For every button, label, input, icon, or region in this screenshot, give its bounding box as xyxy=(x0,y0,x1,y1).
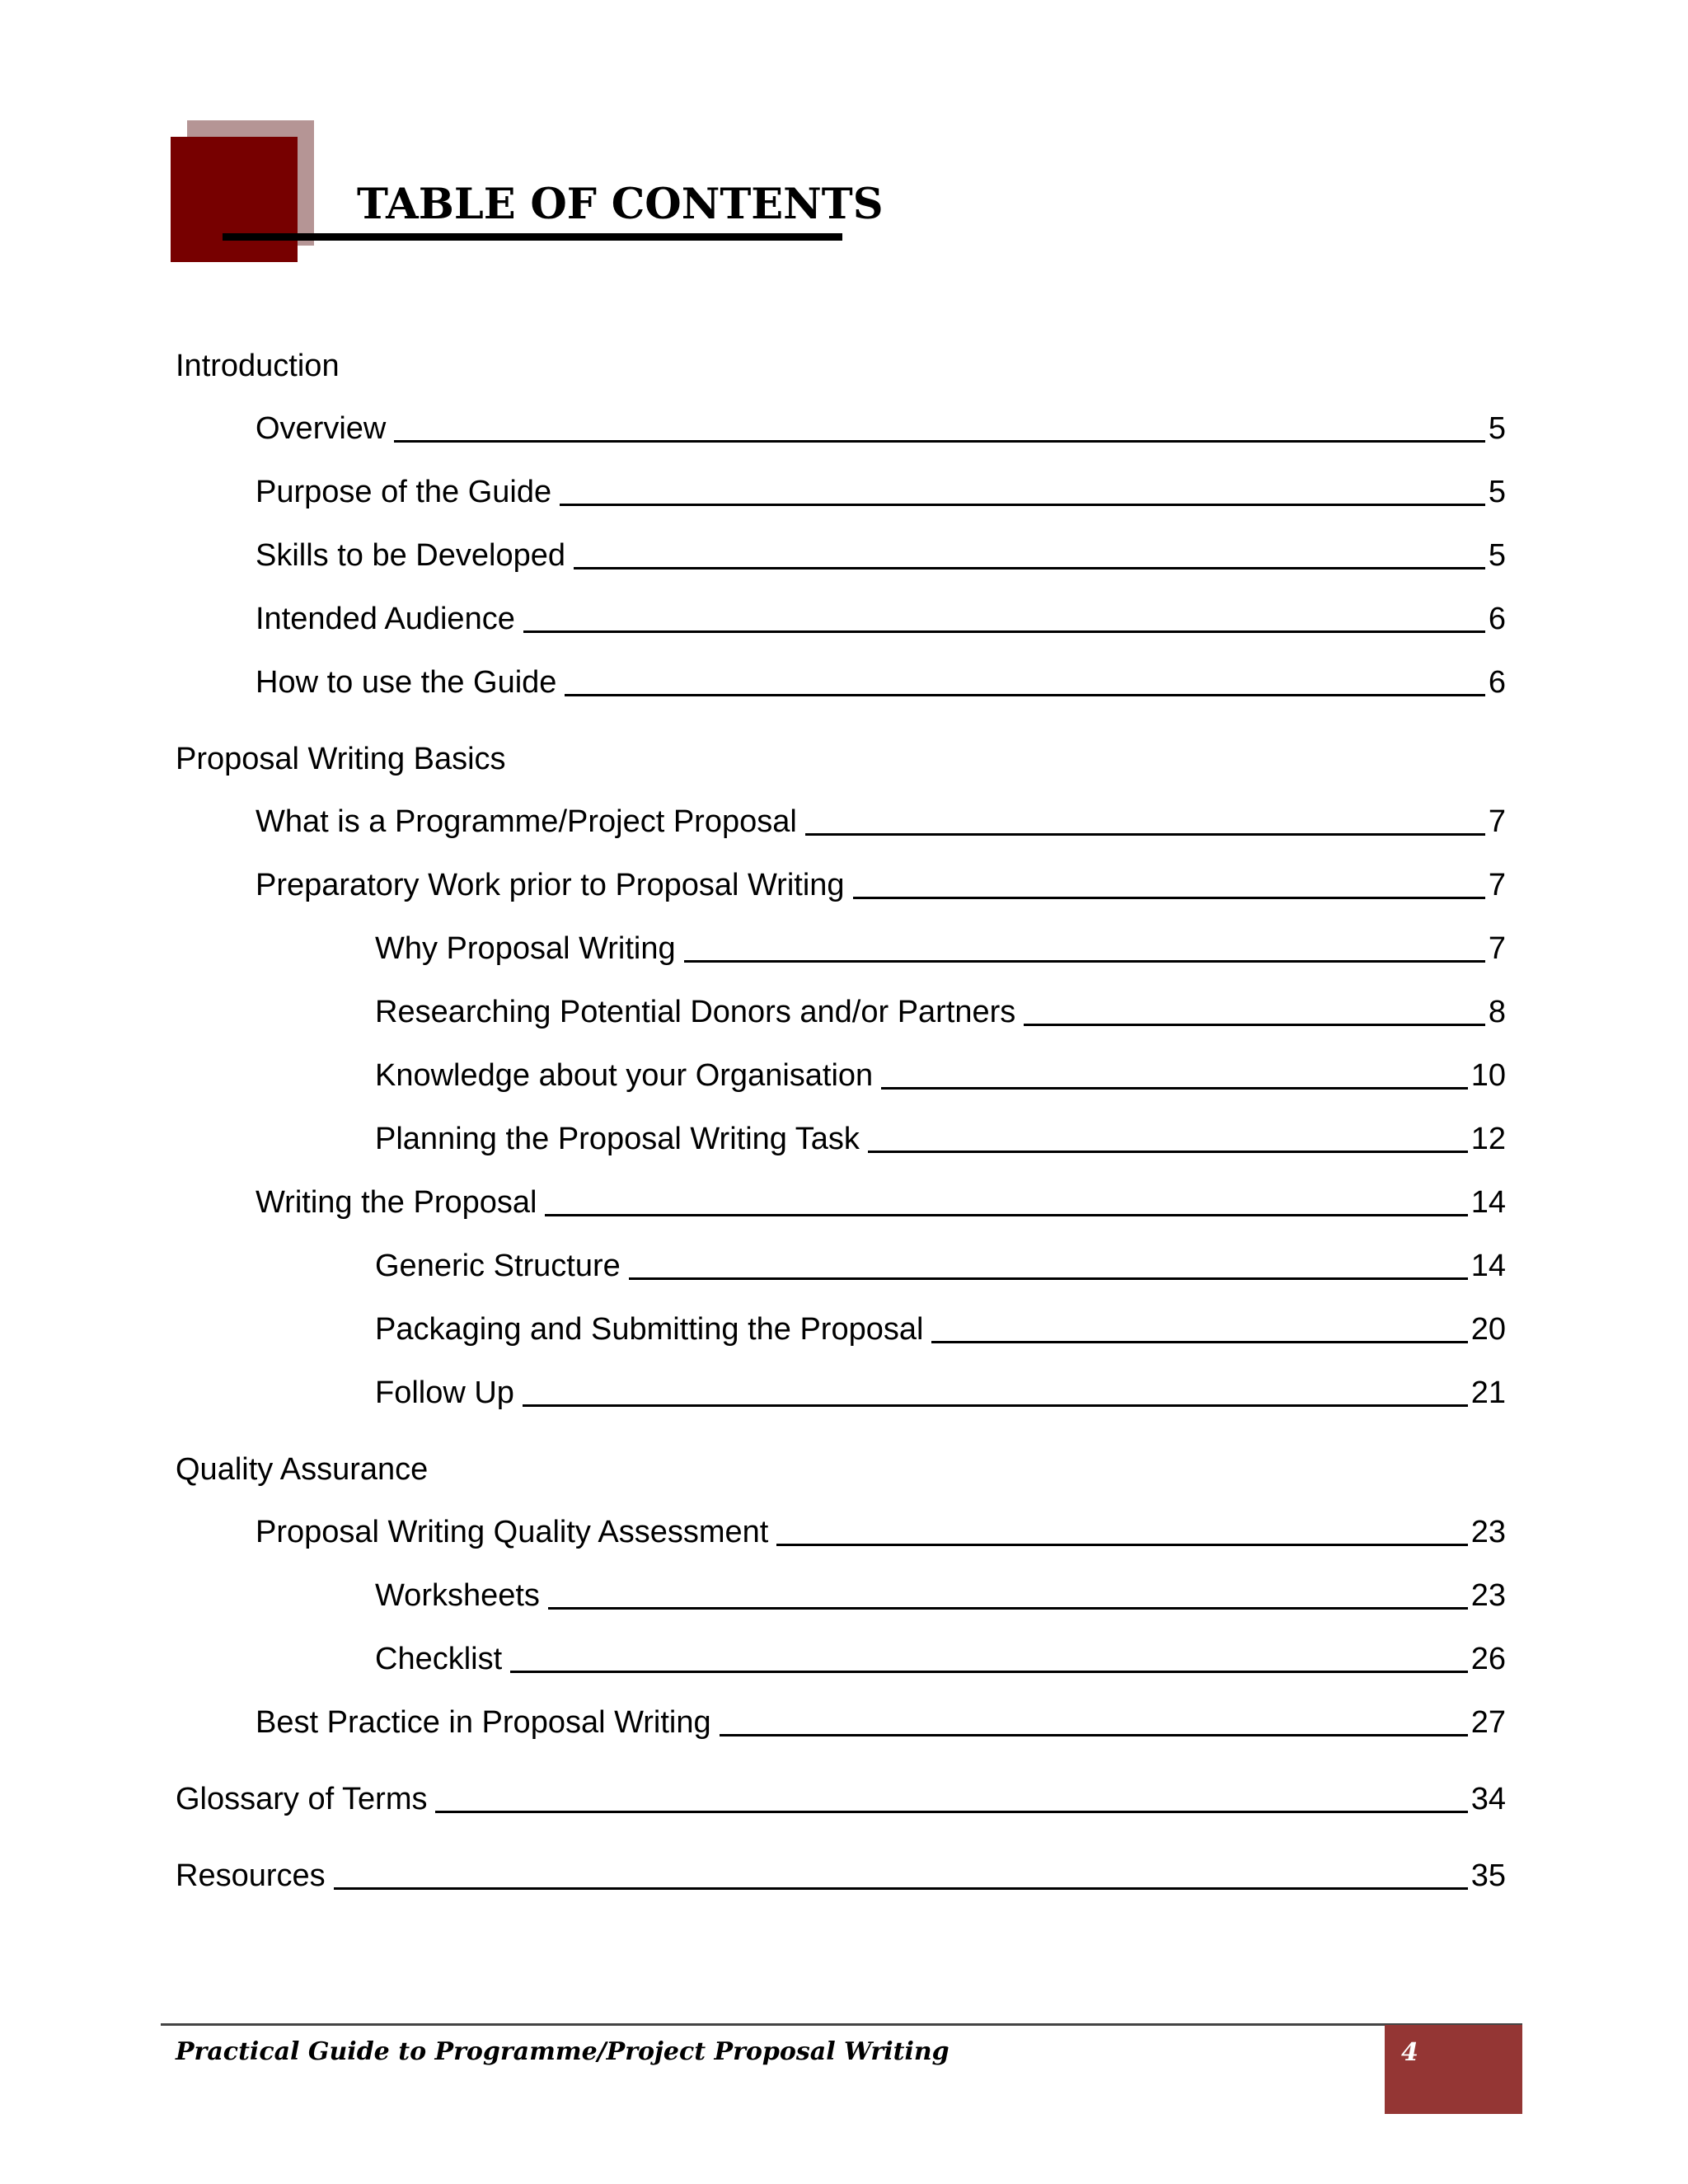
toc-entry-label: Knowledge about your Organisation xyxy=(375,1058,874,1093)
toc-entry[interactable] xyxy=(256,1701,1506,1744)
toc-entry-page: 10 xyxy=(1470,1058,1506,1093)
toc-entry-label: Follow Up xyxy=(375,1376,514,1410)
toc-entry[interactable] xyxy=(375,1244,1506,1287)
toc-entry-label: What is a Programme/Project Proposal xyxy=(256,804,797,839)
toc-entry[interactable] xyxy=(256,661,1506,704)
toc-entry-page: 6 xyxy=(1488,665,1506,700)
toc-leader-line xyxy=(394,439,1484,443)
toc-entry-label: Planning the Proposal Writing Task xyxy=(375,1122,860,1156)
toc-entry-page: 7 xyxy=(1488,804,1506,839)
toc-entry-page: 35 xyxy=(1470,1858,1506,1893)
toc-entry-resources[interactable] xyxy=(176,1854,1506,1897)
toc-entry-page: 26 xyxy=(1470,1642,1506,1676)
footer-divider xyxy=(161,2023,1522,2026)
toc-entry-label: Worksheets xyxy=(375,1578,540,1613)
toc-entry[interactable] xyxy=(256,864,1506,907)
toc-leader-line xyxy=(776,1543,1467,1546)
toc-entry-page: 5 xyxy=(1488,475,1506,509)
toc-entry-page: 34 xyxy=(1470,1782,1506,1816)
toc-entry-label: How to use the Guide xyxy=(256,665,557,700)
toc-entry-label: Resources xyxy=(176,1858,326,1893)
toc-entry-page: 6 xyxy=(1488,602,1506,636)
toc-entry-label: Glossary of Terms xyxy=(176,1782,428,1816)
toc-entry[interactable] xyxy=(256,407,1506,450)
toc-entry-label: Skills to be Developed xyxy=(256,538,565,573)
toc-entry[interactable] xyxy=(256,471,1506,513)
toc-entry-page: 14 xyxy=(1470,1185,1506,1220)
toc-entry-label: Generic Structure xyxy=(375,1249,621,1283)
toc-entry-label: Checklist xyxy=(375,1642,503,1676)
toc-leader-line xyxy=(868,1150,1468,1153)
toc-entry-label: Proposal Writing Quality Assessment xyxy=(256,1515,769,1549)
toc-section-quality-assurance: Quality Assurance xyxy=(176,1452,429,1487)
page-number-box xyxy=(1385,2025,1522,2114)
toc-entry[interactable] xyxy=(256,1181,1506,1224)
toc-leader-line xyxy=(931,1340,1467,1343)
page-number: 4 xyxy=(1401,2038,1418,2067)
toc-section-introduction: Introduction xyxy=(176,349,340,383)
toc-entry-page: 20 xyxy=(1470,1312,1506,1347)
toc-entry[interactable] xyxy=(375,1638,1506,1680)
toc-entry[interactable] xyxy=(375,1118,1506,1160)
toc-entry-label: Why Proposal Writing xyxy=(375,931,676,966)
toc-leader-line xyxy=(1024,1023,1485,1026)
toc-entry[interactable] xyxy=(375,1308,1506,1351)
toc-leader-line xyxy=(523,630,1485,633)
toc-entry-label: Best Practice in Proposal Writing xyxy=(256,1705,711,1740)
toc-entry-glossary[interactable] xyxy=(176,1778,1506,1821)
toc-leader-line xyxy=(881,1086,1468,1090)
toc-leader-line xyxy=(548,1606,1468,1610)
toc-entry-label: Intended Audience xyxy=(256,602,515,636)
toc-entry-page: 5 xyxy=(1488,411,1506,446)
toc-leader-line xyxy=(560,503,1485,506)
toc-entry-page: 23 xyxy=(1470,1515,1506,1549)
toc-leader-line xyxy=(565,693,1484,696)
toc-leader-line xyxy=(574,566,1485,569)
toc-leader-line xyxy=(523,1404,1468,1407)
toc-entry[interactable] xyxy=(256,800,1506,843)
toc-entry-label: Researching Potential Donors and/or Partners xyxy=(375,995,1016,1029)
toc-leader-line xyxy=(684,959,1485,963)
toc-section-proposal-writing-basics: Proposal Writing Basics xyxy=(176,742,506,776)
toc-entry-page: 8 xyxy=(1488,995,1506,1029)
toc-entry-label: Packaging and Submitting the Proposal xyxy=(375,1312,924,1347)
toc-leader-line xyxy=(435,1810,1467,1813)
toc-entry[interactable] xyxy=(375,1574,1506,1617)
toc-entry-page: 23 xyxy=(1470,1578,1506,1613)
toc-entry-page: 7 xyxy=(1488,931,1506,966)
toc-entry-label: Writing the Proposal xyxy=(256,1185,537,1220)
toc-leader-line xyxy=(629,1277,1468,1280)
toc-entry[interactable] xyxy=(256,534,1506,577)
toc-leader-line xyxy=(545,1213,1467,1216)
toc-entry-page: 5 xyxy=(1488,538,1506,573)
toc-entry-label: Preparatory Work prior to Proposal Writing xyxy=(256,868,845,902)
page-title: TABLE OF CONTENTS xyxy=(357,180,884,229)
toc-entry[interactable] xyxy=(375,1371,1506,1414)
toc-entry[interactable] xyxy=(375,991,1506,1033)
toc-entry-page: 27 xyxy=(1470,1705,1506,1740)
toc-entry-page: 21 xyxy=(1470,1376,1506,1410)
toc-leader-line xyxy=(805,832,1485,836)
toc-entry-page: 14 xyxy=(1470,1249,1506,1283)
toc-entry-page: 12 xyxy=(1470,1122,1506,1156)
toc-entry[interactable] xyxy=(256,598,1506,640)
toc-entry-page: 7 xyxy=(1488,868,1506,902)
toc-entry-label: Overview xyxy=(256,411,387,446)
toc-entry[interactable] xyxy=(375,927,1506,970)
footer-document-title: Practical Guide to Programme/Project Proposal Writing xyxy=(176,2037,950,2066)
toc-leader-line xyxy=(334,1886,1468,1890)
toc-leader-line xyxy=(720,1733,1468,1736)
toc-entry[interactable] xyxy=(256,1511,1506,1554)
toc-entry[interactable] xyxy=(375,1054,1506,1097)
toc-leader-line xyxy=(853,896,1485,899)
toc-leader-line xyxy=(510,1670,1468,1673)
toc-entry-label: Purpose of the Guide xyxy=(256,475,552,509)
